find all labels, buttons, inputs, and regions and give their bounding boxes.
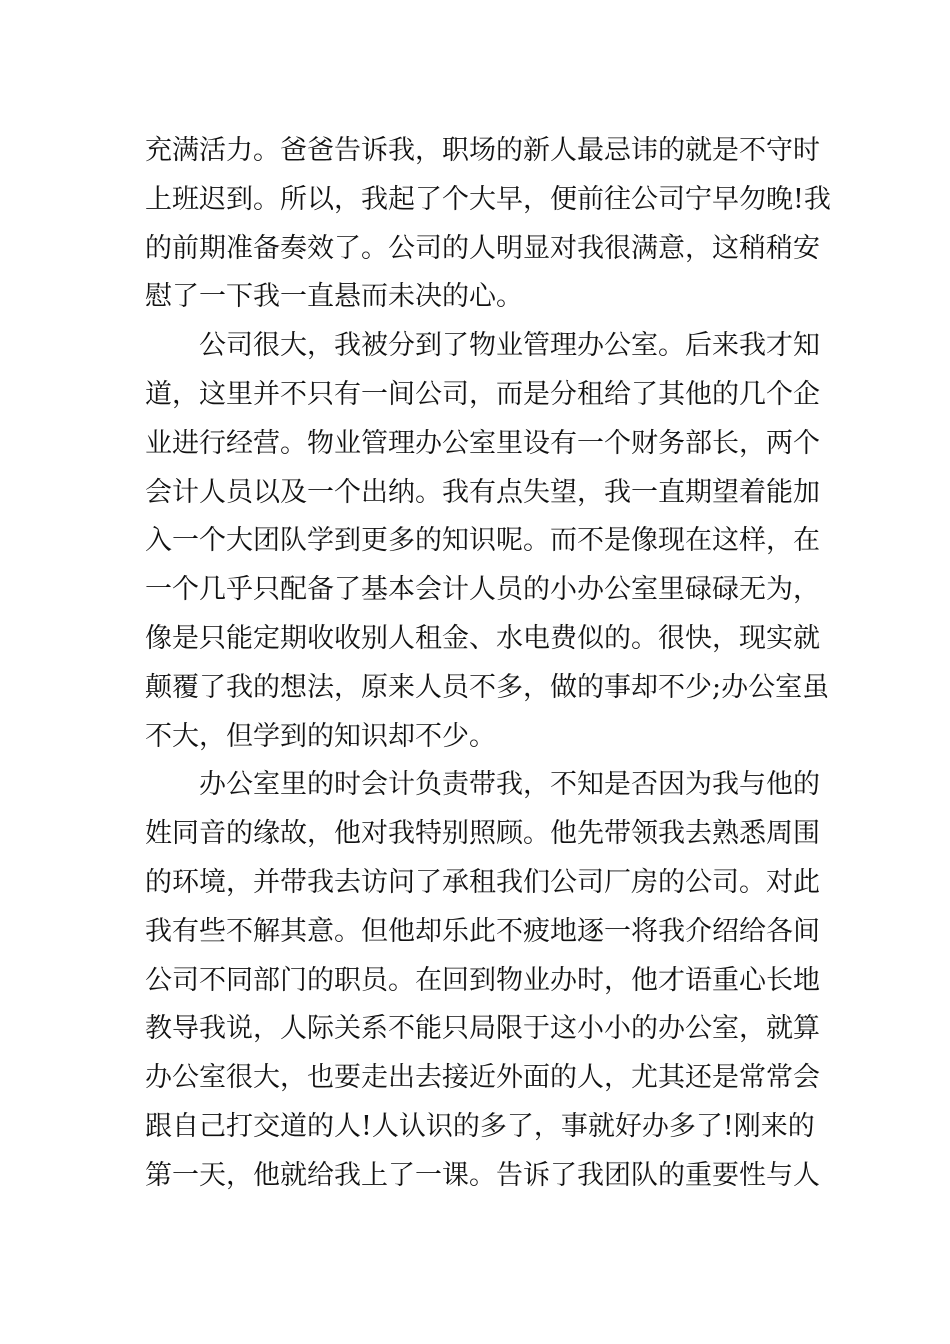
text-line: 我有些不解其意。但他却乐此不疲地逐一将我介绍给各间: [145, 915, 820, 947]
text-line: 办公室很大，也要走出去接近外面的人，尤其还是常常会: [145, 1062, 820, 1094]
text-line: 办公室里的时会计负责带我，不知是否因为我与他的: [145, 769, 820, 801]
paragraph-1: [145, 127, 831, 322]
text-line: 第一天，他就给我上了一课。告诉了我团队的重要性与人: [145, 1159, 820, 1191]
text-line: 充满活力。爸爸告诉我，职场的新人最忌讳的就是不守时: [145, 135, 820, 166]
text-line: 道，这里并不只有一间公司，而是分租给了其他的几个企: [145, 378, 820, 410]
text-line: 教导我说，人际关系不能只局限于这小小的办公室，就算: [145, 1013, 820, 1045]
text-line: 一个几乎只配备了基本会计人员的小办公室里碌碌无为，: [145, 574, 820, 606]
text-line: 姓同音的缘故，他对我特别照顾。他先带领我去熟悉周围: [145, 818, 820, 850]
text-line: 慰了一下我一直悬而未决的心。: [145, 281, 523, 313]
text-line: 的环境，并带我去访问了承租我们公司厂房的公司。对此: [145, 866, 820, 898]
paragraph-3: [145, 761, 820, 1200]
paragraph-2: [145, 322, 830, 761]
text-line: 颠覆了我的想法，原来人员不多，做的事却不少;办公室虽: [145, 671, 830, 703]
text-line: 跟自己打交道的人!人认识的多了，事就好办多了!刚来的: [145, 1110, 815, 1142]
text-line: 入一个大团队学到更多的知识呢。而不是像现在这样，在: [145, 525, 820, 557]
text-line: 公司很大，我被分到了物业管理办公室。后来我才知: [145, 330, 820, 362]
text-line: 上班迟到。所以，我起了个大早，便前往公司宁早勿晚!我: [145, 183, 831, 215]
text-line: 业进行经营。物业管理办公室里设有一个财务部长，两个: [145, 427, 820, 459]
text-line: 像是只能定期收收别人租金、水电费似的。很快，现实就: [145, 622, 820, 654]
text-line: 的前期准备奏效了。公司的人明显对我很满意，这稍稍安: [145, 232, 820, 264]
text-line: 公司不同部门的职员。在回到物业办时，他才语重心长地: [145, 964, 820, 996]
text-line: 会计人员以及一个出纳。我有点失望，我一直期望着能加: [145, 476, 820, 508]
text-line: 不大，但学到的知识却不少。: [145, 720, 496, 752]
document-body: [145, 127, 831, 1201]
